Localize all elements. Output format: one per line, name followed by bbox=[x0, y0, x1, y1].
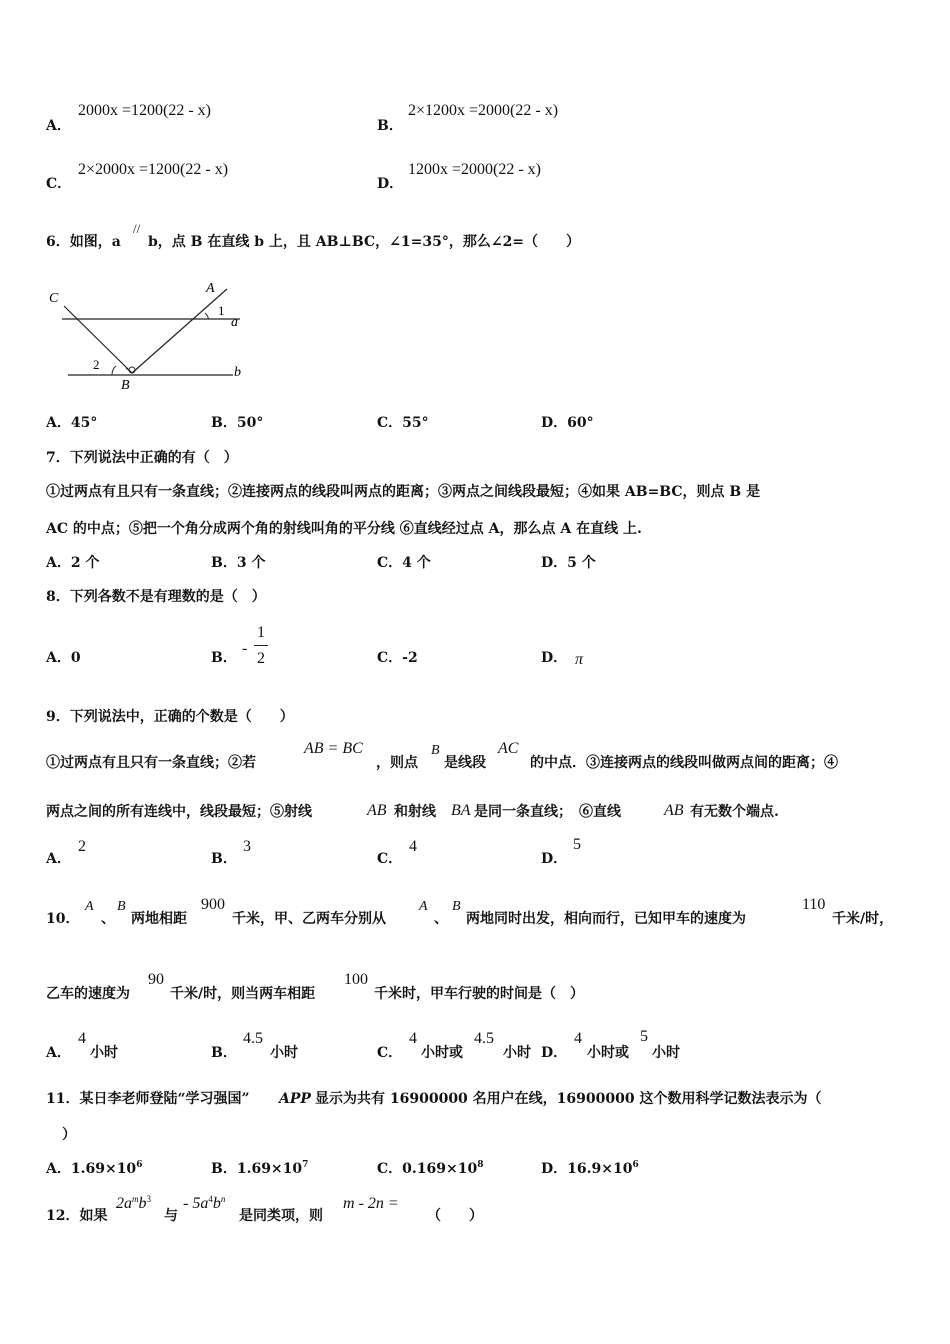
question-number: 10． bbox=[46, 911, 80, 927]
option-d-value: 5 bbox=[573, 836, 581, 853]
fraction-numerator: 1 bbox=[257, 624, 265, 641]
option-d-value-2: 5 bbox=[640, 1028, 648, 1045]
statement-line-1: ①过两点有且只有一条直线；②连接两点的线段叫两点的距离；③两点之间线段最短；④如果 AB=BC，则点 B 是 bbox=[46, 484, 761, 500]
statement-text: 和射线 bbox=[394, 804, 436, 820]
math-a: A bbox=[85, 899, 94, 914]
option-b-exponent: 7 bbox=[302, 1160, 309, 1170]
option-d-label: D． bbox=[541, 851, 568, 867]
equation: 1200x =2000(22 - x) bbox=[408, 161, 542, 178]
stem-text: 乙车的速度为 bbox=[46, 986, 130, 1002]
option-a bbox=[46, 1160, 142, 1180]
question-stem: 6．如图，a bbox=[46, 234, 121, 250]
option-c bbox=[377, 1160, 483, 1180]
option-b-value: 4.5 bbox=[243, 1030, 263, 1047]
option-b-label: B． bbox=[211, 851, 237, 867]
question-stem: 7．下列说法中正确的有（ ） bbox=[46, 450, 238, 466]
option-d: D．5 个 bbox=[541, 555, 596, 571]
option-a-exponent: 6 bbox=[136, 1160, 143, 1170]
pi-symbol: π bbox=[575, 651, 584, 668]
option-c: C．55° bbox=[377, 415, 429, 431]
option-d-value-1: 4 bbox=[574, 1030, 582, 1047]
option-label: B． bbox=[377, 118, 403, 134]
option-a-base: A．1.69×10 bbox=[46, 1161, 137, 1177]
question-stem-end: ） bbox=[62, 1127, 76, 1143]
option-c-exponent: 8 bbox=[477, 1160, 484, 1170]
option-b-base: B．1.69×10 bbox=[211, 1161, 303, 1177]
option-b-label: B． bbox=[211, 1045, 237, 1061]
math-ba: BA bbox=[451, 802, 471, 819]
stem-text: 是同类项，则 bbox=[239, 1208, 323, 1224]
term-1-b: b bbox=[138, 1195, 147, 1212]
math-ab-eq-bc: AB = BC bbox=[304, 740, 363, 757]
option-d: D．60° bbox=[541, 415, 594, 431]
statement-text: 的中点．③连接两点的线段叫做两点间的距离；④ bbox=[530, 755, 838, 771]
math-a: A bbox=[419, 899, 428, 914]
label-line-a: a bbox=[231, 315, 238, 330]
statement-text: 是同一条直线； ⑥直线 bbox=[474, 804, 621, 820]
exp-n: n bbox=[220, 1194, 226, 1204]
distance-100: 100 bbox=[344, 971, 368, 988]
math-ac: AC bbox=[498, 740, 519, 757]
math-b: B bbox=[431, 743, 440, 758]
option-d bbox=[541, 1160, 639, 1180]
option-b-value: 3 bbox=[243, 838, 251, 855]
math-ab: AB bbox=[664, 802, 684, 819]
point-b bbox=[129, 367, 135, 373]
fraction-sign: - bbox=[242, 640, 248, 657]
exp-4: 4 bbox=[208, 1194, 213, 1204]
option-c-label: C． bbox=[377, 1045, 403, 1061]
option-b: B．3 个 bbox=[211, 555, 266, 571]
option-a: A．2 个 bbox=[46, 555, 100, 571]
statement-text: 是线段 bbox=[444, 755, 486, 771]
unit-hours: 小时 bbox=[503, 1045, 531, 1061]
option-label: A． bbox=[46, 118, 71, 134]
exp-m: m bbox=[132, 1194, 139, 1204]
math-b: B bbox=[117, 899, 126, 914]
text-or: 小时或 bbox=[421, 1045, 463, 1061]
option-c: C．-2 bbox=[377, 650, 418, 666]
stem-text: 两地同时出发，相向而行，已知甲车的速度为 bbox=[466, 911, 746, 927]
fraction-denominator: 2 bbox=[257, 650, 265, 667]
label-a-point: A bbox=[206, 281, 215, 296]
word-with: 与 bbox=[164, 1208, 178, 1224]
option-a-value: 2 bbox=[78, 838, 86, 855]
separator: 、 bbox=[434, 911, 448, 927]
text-or: 小时或 bbox=[587, 1045, 629, 1061]
statement-text: ，则点 bbox=[376, 755, 418, 771]
unit-hours: 小时 bbox=[270, 1045, 298, 1061]
parallel-symbol: // bbox=[133, 221, 141, 236]
math-ab: AB bbox=[367, 802, 387, 819]
label-c: C bbox=[49, 291, 59, 306]
equation: 2×1200x =2000(22 - x) bbox=[408, 102, 559, 119]
equation: 2×2000x =1200(22 - x) bbox=[78, 161, 229, 178]
stem-text: 两地相距 bbox=[131, 911, 187, 927]
option-d-label: D． bbox=[541, 650, 568, 666]
label-2: 2 bbox=[93, 357, 100, 372]
speed-90: 90 bbox=[148, 971, 164, 988]
option-d-base: D．16.9×10 bbox=[541, 1161, 633, 1177]
term-1-base: 2a bbox=[116, 1195, 132, 1212]
math-b: B bbox=[452, 899, 461, 914]
option-b-label: B． bbox=[211, 650, 237, 666]
option-label: D． bbox=[377, 176, 404, 192]
stem-text: 千米/时，则当两车相距 bbox=[170, 986, 316, 1002]
term-2-b: b bbox=[212, 1195, 221, 1212]
option-a: A．0 bbox=[46, 650, 81, 666]
option-c-value: 4 bbox=[409, 838, 417, 855]
stem-text: 千米，甲、乙两车分别从 bbox=[232, 911, 386, 927]
option-a: A．45° bbox=[46, 415, 98, 431]
option-c-value-1: 4 bbox=[409, 1030, 417, 1047]
question-stem-cont: 显示为共有 16900000 名用户在线，16900000 这个数用科学记数法表示为（ bbox=[315, 1091, 822, 1107]
statement-text: ①过两点有且只有一条直线；②若 bbox=[46, 755, 256, 771]
statement-text: 有无数个端点. bbox=[690, 804, 779, 820]
fraction-bar bbox=[254, 645, 268, 646]
unit-hours: 小时 bbox=[90, 1045, 118, 1061]
angle-1-arc bbox=[205, 313, 208, 319]
segment-ab bbox=[132, 289, 227, 373]
term-2-base: - 5a bbox=[183, 1195, 209, 1212]
question-stem: 8．下列各数不是有理数的是（ ） bbox=[46, 589, 266, 605]
option-d-label: D． bbox=[541, 1045, 568, 1061]
option-a-value: 4 bbox=[78, 1030, 86, 1047]
app-text: APP bbox=[279, 1091, 311, 1107]
option-d-exponent: 6 bbox=[632, 1160, 639, 1170]
angle-2-arc bbox=[112, 366, 116, 375]
math-m-minus-2n: m - 2n = bbox=[343, 1195, 399, 1212]
label-line-b: b bbox=[234, 365, 241, 380]
term-1 bbox=[116, 1195, 151, 1214]
equation: 2000x =1200(22 - x) bbox=[78, 102, 212, 119]
answer-blank: （ ） bbox=[427, 1208, 483, 1224]
option-b bbox=[211, 1160, 308, 1180]
speed-110: 110 bbox=[802, 896, 826, 913]
option-c-base: C．0.169×10 bbox=[377, 1161, 478, 1177]
geometry-figure bbox=[40, 278, 255, 393]
term-2 bbox=[183, 1195, 225, 1214]
question-number: 12．如果 bbox=[46, 1208, 108, 1224]
question-stem-cont: b，点 B 在直线 b 上，且 AB⊥BC，∠1=35°，那么∠2=（ ） bbox=[148, 234, 581, 250]
unit-hours: 小时 bbox=[652, 1045, 680, 1061]
question-stem: 11．某日李老师登陆“学习强国” bbox=[46, 1091, 250, 1107]
stem-text: 千米/时， bbox=[832, 911, 894, 927]
separator: 、 bbox=[101, 911, 115, 927]
distance-900: 900 bbox=[201, 896, 225, 913]
option-a-label: A． bbox=[46, 1045, 71, 1061]
option-c-label: C． bbox=[377, 851, 403, 867]
stem-text: 千米时，甲车行驶的时间是（ ） bbox=[374, 986, 584, 1002]
statement-text: 两点之间的所有连线中，线段最短；⑤射线 bbox=[46, 804, 312, 820]
option-label: C． bbox=[46, 176, 72, 192]
option-b: B．50° bbox=[211, 415, 264, 431]
label-1: 1 bbox=[218, 303, 225, 318]
option-c: C．4 个 bbox=[377, 555, 431, 571]
option-c-value-2: 4.5 bbox=[474, 1030, 494, 1047]
label-b-point: B bbox=[121, 378, 130, 393]
option-a-label: A． bbox=[46, 851, 71, 867]
exp-3: 3 bbox=[146, 1194, 151, 1204]
statement-line-2: AC 的中点；⑤把一个角分成两个角的射线叫角的平分线 ⑥直线经过点 A，那么点 A 在直线 上. bbox=[46, 521, 642, 537]
question-stem: 9．下列说法中，正确的个数是（ ） bbox=[46, 709, 294, 725]
